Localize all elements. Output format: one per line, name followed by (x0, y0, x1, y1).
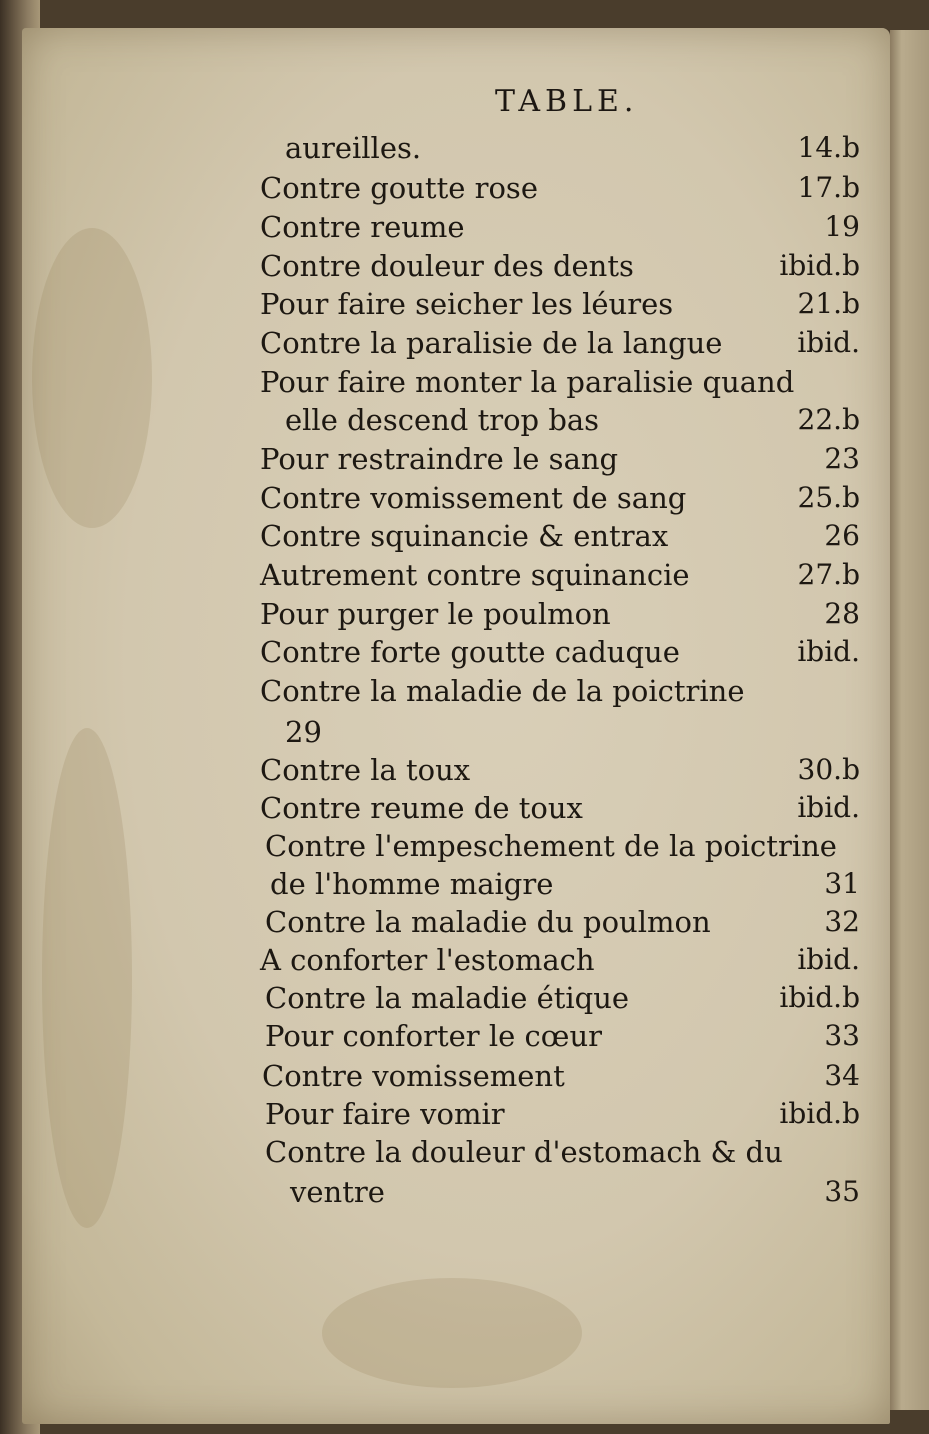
toc-entry: Contre l'empeschement de la poictrine (265, 829, 837, 863)
toc-entry: Pour faire monter la paralisie quand (260, 365, 795, 399)
toc-page-number: ibid.b (779, 1097, 860, 1130)
toc-page-number: 35 (824, 1175, 860, 1208)
toc-entry: Contre reume de toux (260, 791, 583, 825)
toc-entry: Contre la maladie de la poictrine (260, 674, 745, 708)
toc-entry: aureilles. (285, 131, 422, 165)
toc-entry: Pour conforter le cœur (265, 1019, 602, 1053)
toc-entry: Contre douleur des dents (260, 249, 634, 283)
toc-entry: de l'homme maigre (270, 867, 554, 901)
toc-entry: Contre vomissement de sang (260, 481, 687, 515)
toc-entry: Contre la maladie étique (265, 981, 630, 1015)
toc-page-number: 34 (824, 1059, 860, 1092)
toc-page-number: 32 (824, 905, 860, 938)
toc-page-number: 23 (824, 442, 860, 475)
adjacent-page-edge (890, 30, 929, 1410)
toc-entry: Autrement contre squinancie (260, 558, 690, 592)
toc-entry: Pour faire vomir (265, 1097, 505, 1131)
toc-page-number: ibid. (797, 326, 860, 359)
toc-entry: 29 (285, 715, 322, 749)
toc-entry: elle descend trop bas (285, 403, 600, 437)
toc-entry: A conforter l'estomach (260, 943, 595, 977)
toc-page-number: ibid. (797, 791, 860, 824)
toc-page-number: ibid. (797, 635, 860, 668)
toc-page-number: 25.b (797, 481, 860, 514)
page-stain (322, 1278, 582, 1388)
toc-page-number: 27.b (797, 558, 860, 591)
toc-entry: Contre vomissement (262, 1059, 565, 1093)
toc-page-number: 31 (824, 867, 860, 900)
toc-page-number: 21.b (797, 287, 860, 320)
toc-page-number: 33 (824, 1019, 860, 1052)
page-title: TABLE. (495, 84, 639, 119)
toc-page-number: 26 (824, 519, 860, 552)
toc-entry: Contre la maladie du poulmon (265, 905, 711, 939)
toc-page-number: 14.b (797, 131, 860, 164)
page-stain (42, 728, 132, 1228)
toc-entry: Contre squinancie & entrax (260, 519, 669, 553)
toc-page-number: ibid.b (779, 249, 860, 282)
toc-entry: Pour purger le poulmon (260, 597, 611, 631)
toc-entry: Contre reume (260, 210, 465, 244)
toc-page-number: 28 (824, 597, 860, 630)
toc-page-number: ibid.b (779, 981, 860, 1014)
toc-entry: ventre (290, 1175, 385, 1209)
page-stain (32, 228, 152, 528)
toc-entry: Contre la toux (260, 753, 471, 787)
toc-page-number: ibid. (797, 943, 860, 976)
toc-entry: Contre la paralisie de la langue (260, 326, 723, 360)
toc-page-number: 19 (824, 210, 860, 243)
toc-entry: Contre goutte rose (260, 171, 538, 205)
toc-entry: Pour restraindre le sang (260, 442, 619, 476)
toc-entry: Contre la douleur d'estomach & du (265, 1135, 783, 1169)
toc-page-number: 17.b (797, 171, 860, 204)
toc-entry: Contre forte goutte caduque (260, 635, 680, 669)
toc-entry: Pour faire seicher les léures (260, 287, 674, 321)
toc-page-number: 22.b (797, 403, 860, 436)
toc-page-number: 30.b (797, 753, 860, 786)
